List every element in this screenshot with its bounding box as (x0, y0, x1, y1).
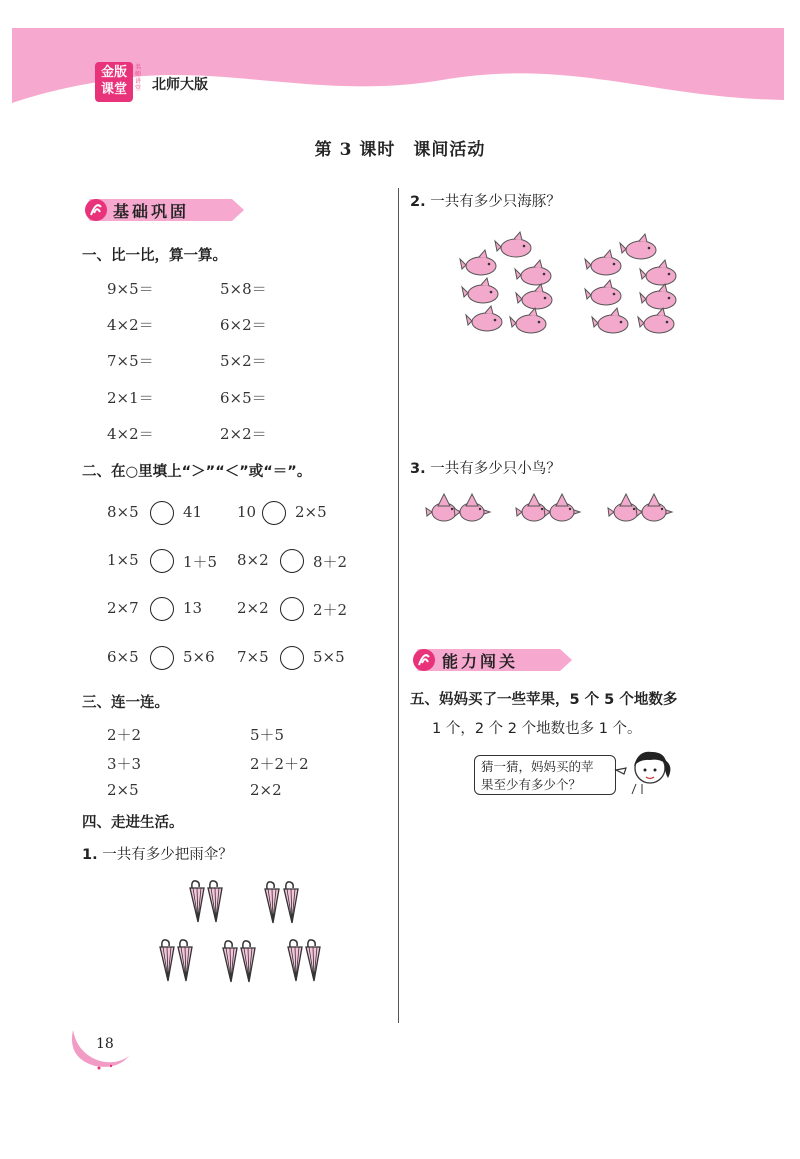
dolphin-icon (495, 232, 531, 257)
q2-right-expr: 5×5 (313, 648, 345, 666)
umbrella-icon (190, 881, 204, 922)
compare-circle-input[interactable] (150, 501, 174, 525)
q1-expr: 2×2＝ (220, 425, 267, 443)
section-label-ability: 能力闯关 (442, 652, 519, 671)
right-sub3-number: 3. (410, 461, 426, 477)
q1-expr: 9×5＝ (107, 280, 154, 298)
compare-circle-input[interactable] (280, 549, 304, 573)
umbrella-icon (241, 941, 255, 982)
bird-icon (454, 494, 490, 521)
q2-left-expr: 8×2 (237, 551, 269, 569)
q2-right-expr: 1＋5 (183, 553, 218, 571)
dolphin-icon (620, 234, 656, 259)
umbrella-icon (288, 940, 302, 981)
dolphin-icon (460, 250, 496, 275)
dolphin-icon (466, 306, 502, 331)
q2-title: 二、在○里填上“＞”“＜”或“＝”。 (82, 464, 312, 480)
logo-side-text: 名师讲堂 (135, 64, 142, 92)
q1-expr: 5×8＝ (220, 280, 267, 298)
bird-icon (636, 494, 672, 521)
q4-sub1-number: 1. (82, 847, 98, 863)
q2-right-expr: 5×6 (183, 648, 215, 666)
hint-line-2: 果至少有多少个？ (481, 777, 582, 792)
q3-right-item[interactable]: 5＋5 (250, 726, 285, 744)
dolphin-icon (638, 308, 674, 333)
q1-expr: 5×2＝ (220, 352, 267, 370)
bird-icon (608, 494, 644, 521)
dolphin-icon (640, 260, 676, 285)
dolphin-icon (515, 260, 551, 285)
compare-circle-input[interactable] (262, 501, 286, 525)
q2-left-expr: 10 (237, 503, 257, 521)
q4-sub1-text: 一共有多少把雨伞？ (102, 847, 233, 863)
dolphin-icon (592, 308, 628, 333)
page-number: 18 (96, 1036, 114, 1052)
dolphin-icon (585, 280, 621, 305)
q2-left-expr: 8×5 (107, 503, 139, 521)
dolphin-icon (510, 308, 546, 333)
q2-left-expr: 1×5 (107, 551, 139, 569)
umbrella-icon (160, 940, 174, 981)
umbrella-icon (284, 882, 298, 923)
umbrella-icon (306, 940, 320, 981)
q1-expr: 6×5＝ (220, 389, 267, 407)
dolphins-illustration (455, 225, 685, 340)
q2-right-expr: 2×5 (295, 503, 327, 521)
q2-right-expr: 2＋2 (313, 601, 348, 619)
q2-right-expr: 8＋2 (313, 553, 348, 571)
compare-circle-input[interactable] (150, 646, 174, 670)
q3-right-item[interactable]: 2＋2＋2 (250, 755, 309, 773)
right-sub2-text: 一共有多少只海豚？ (430, 194, 561, 210)
q4-title: 四、走进生活。 (82, 815, 184, 831)
column-divider (398, 188, 399, 1023)
hint-speech-box (474, 755, 616, 795)
page-title: 第 3 课时 课间活动 (314, 140, 486, 160)
dolphin-icon (516, 284, 552, 309)
right-sub3-text: 一共有多少只小鸟？ (430, 461, 561, 477)
hint-line-1: 猜一猜，妈妈买的苹 (481, 759, 594, 774)
q2-right-expr: 41 (183, 503, 203, 521)
q1-expr: 6×2＝ (220, 316, 267, 334)
q3-left-item[interactable]: 2×5 (107, 781, 139, 799)
q1-expr: 4×2＝ (107, 316, 154, 334)
girl-icon (612, 746, 674, 796)
q1-expr: 2×1＝ (107, 389, 154, 407)
compare-circle-input[interactable] (280, 646, 304, 670)
compare-circle-input[interactable] (150, 597, 174, 621)
section-label-basic: 基础巩固 (113, 202, 190, 221)
right-sub2-number: 2. (410, 194, 426, 210)
q2-right-expr: 13 (183, 599, 203, 617)
dolphin-icon (462, 278, 498, 303)
umbrella-icon (223, 941, 237, 982)
q1-title: 一、比一比，算一算。 (82, 248, 227, 264)
q2-left-expr: 2×7 (107, 599, 139, 617)
compare-circle-input[interactable] (150, 549, 174, 573)
logo-text-2: 课堂 (100, 82, 127, 97)
logo-badge (95, 62, 133, 102)
q1-expr: 4×2＝ (107, 425, 154, 443)
q3-title: 三、连一连。 (82, 695, 169, 711)
compare-circle-input[interactable] (280, 597, 304, 621)
q3-right-item[interactable]: 2×2 (250, 781, 282, 799)
logo-text-1: 金版 (100, 65, 127, 80)
q3-left-item[interactable]: 2＋2 (107, 726, 142, 744)
dolphin-icon (585, 250, 621, 275)
q3-left-item[interactable]: 3＋3 (107, 755, 142, 773)
bird-icon (426, 494, 462, 521)
edition-label: 北师大版 (152, 77, 208, 93)
bird-icon (544, 494, 580, 521)
bird-icon (516, 494, 552, 521)
q5-line2: 1 个，2 个 2 个地数也多 1 个。 (432, 721, 642, 737)
dolphin-icon (640, 284, 676, 309)
q2-left-expr: 2×2 (237, 599, 269, 617)
birds-illustration (420, 490, 680, 530)
umbrella-icon (208, 881, 222, 922)
q2-left-expr: 7×5 (237, 648, 269, 666)
umbrella-icon (178, 940, 192, 981)
q5-line1: 五、妈妈买了一些苹果，5 个 5 个地数多 (410, 692, 678, 708)
umbrella-icon (265, 882, 279, 923)
umbrellas-illustration (150, 875, 340, 990)
q1-expr: 7×5＝ (107, 352, 154, 370)
q2-left-expr: 6×5 (107, 648, 139, 666)
